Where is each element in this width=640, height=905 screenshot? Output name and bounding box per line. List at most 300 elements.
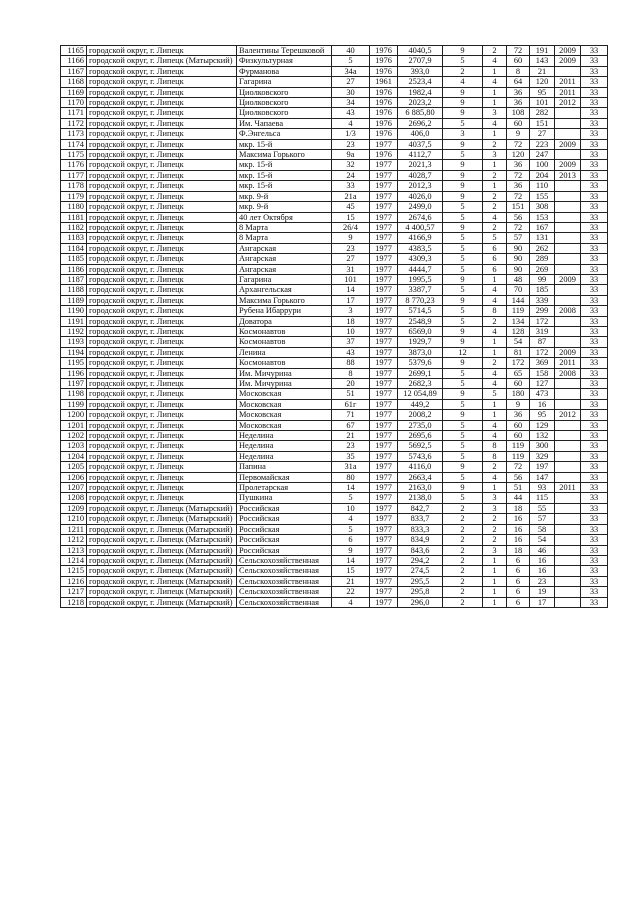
street-cell: Космонавтов — [237, 326, 332, 336]
municipality-cell: городской округ, г. Липецк — [87, 295, 237, 305]
code-cell: 33 — [581, 420, 608, 430]
table-row — [61, 139, 608, 149]
area-cell: 5714,5 — [398, 306, 443, 316]
repair-year-cell — [555, 420, 581, 430]
municipality-cell: городской округ, г. Липецк — [87, 399, 237, 409]
apartments-cell: 36 — [507, 181, 530, 191]
entrances-cell: 4 — [483, 431, 507, 441]
residents-cell: 473 — [530, 389, 555, 399]
house-number-cell: 37 — [332, 337, 370, 347]
residents-cell: 93 — [530, 483, 555, 493]
table-row — [61, 295, 608, 305]
residents-cell: 369 — [530, 358, 555, 368]
table-row — [61, 420, 608, 430]
house-number-cell: 31 — [332, 264, 370, 274]
code-cell: 33 — [581, 451, 608, 461]
area-cell: 4116,0 — [398, 462, 443, 472]
row-number: 1209 — [61, 503, 87, 513]
apartments-cell: 172 — [507, 358, 530, 368]
street-cell: Пролетарская — [237, 483, 332, 493]
entrances-cell: 4 — [483, 56, 507, 66]
entrances-cell: 2 — [483, 514, 507, 524]
table-row — [61, 264, 608, 274]
repair-year-cell: 2008 — [555, 306, 581, 316]
floors-cell: 9 — [443, 108, 483, 118]
code-cell: 33 — [581, 524, 608, 534]
entrances-cell: 6 — [483, 254, 507, 264]
floors-cell: 5 — [443, 212, 483, 222]
apartments-cell: 128 — [507, 326, 530, 336]
street-cell: Ангарская — [237, 264, 332, 274]
row-number: 1204 — [61, 451, 87, 461]
area-cell: 2023,2 — [398, 98, 443, 108]
apartments-cell: 8 — [507, 66, 530, 76]
table-row — [61, 87, 608, 97]
entrances-cell: 2 — [483, 191, 507, 201]
house-number-cell: 23 — [332, 441, 370, 451]
code-cell: 33 — [581, 160, 608, 170]
house-number-cell: 34 — [332, 98, 370, 108]
year-cell: 1977 — [370, 514, 398, 524]
row-number: 1170 — [61, 98, 87, 108]
year-cell: 1977 — [370, 254, 398, 264]
residents-cell: 110 — [530, 181, 555, 191]
municipality-cell: городской округ, г. Липецк — [87, 254, 237, 264]
residents-cell: 339 — [530, 295, 555, 305]
table-row — [61, 233, 608, 243]
row-number: 1212 — [61, 535, 87, 545]
house-number-cell: 9 — [332, 545, 370, 555]
apartments-cell: 65 — [507, 368, 530, 378]
floors-cell: 9 — [443, 295, 483, 305]
entrances-cell: 1 — [483, 66, 507, 76]
residents-cell: 95 — [530, 410, 555, 420]
code-cell: 33 — [581, 77, 608, 87]
repair-year-cell — [555, 555, 581, 565]
street-cell: Первомайская — [237, 472, 332, 482]
table-row — [61, 254, 608, 264]
floors-cell: 5 — [443, 118, 483, 128]
row-number: 1183 — [61, 233, 87, 243]
repair-year-cell — [555, 493, 581, 503]
table-row — [61, 368, 608, 378]
floors-cell: 5 — [443, 233, 483, 243]
area-cell: 2699,1 — [398, 368, 443, 378]
municipality-cell: городской округ, г. Липецк — [87, 233, 237, 243]
municipality-cell: городской округ, г. Липецк — [87, 420, 237, 430]
apartments-cell: 108 — [507, 108, 530, 118]
year-cell: 1976 — [370, 56, 398, 66]
floors-cell: 2 — [443, 535, 483, 545]
street-cell: Им. Мичурина — [237, 368, 332, 378]
street-cell: мкр. 15-й — [237, 160, 332, 170]
area-cell: 5692,5 — [398, 441, 443, 451]
residents-cell: 115 — [530, 493, 555, 503]
year-cell: 1977 — [370, 451, 398, 461]
entrances-cell: 1 — [483, 274, 507, 284]
street-cell: мкр. 9-й — [237, 202, 332, 212]
street-cell: Архангельская — [237, 285, 332, 295]
floors-cell: 5 — [443, 150, 483, 160]
code-cell: 33 — [581, 150, 608, 160]
repair-year-cell — [555, 379, 581, 389]
year-cell: 1977 — [370, 222, 398, 232]
table-row — [61, 56, 608, 66]
code-cell: 33 — [581, 264, 608, 274]
table-row — [61, 379, 608, 389]
apartments-cell: 60 — [507, 379, 530, 389]
repair-year-cell: 2012 — [555, 410, 581, 420]
repair-year-cell — [555, 129, 581, 139]
row-number: 1195 — [61, 358, 87, 368]
entrances-cell: 1 — [483, 87, 507, 97]
house-number-cell: 45 — [332, 202, 370, 212]
residents-cell: 204 — [530, 170, 555, 180]
entrances-cell: 2 — [483, 170, 507, 180]
row-number: 1174 — [61, 139, 87, 149]
municipality-cell: городской округ, г. Липецк (Матырский) — [87, 576, 237, 586]
entrances-cell: 1 — [483, 129, 507, 139]
code-cell: 33 — [581, 222, 608, 232]
residents-cell: 16 — [530, 555, 555, 565]
row-number: 1196 — [61, 368, 87, 378]
street-cell: Максима Горького — [237, 295, 332, 305]
repair-year-cell — [555, 181, 581, 191]
area-cell: 2696,2 — [398, 118, 443, 128]
residents-cell: 54 — [530, 535, 555, 545]
apartments-cell: 16 — [507, 535, 530, 545]
house-number-cell: 23 — [332, 243, 370, 253]
municipality-cell: городской округ, г. Липецк — [87, 129, 237, 139]
repair-year-cell: 2008 — [555, 368, 581, 378]
repair-year-cell — [555, 524, 581, 534]
entrances-cell: 4 — [483, 379, 507, 389]
municipality-cell: городской округ, г. Липецк — [87, 191, 237, 201]
house-number-cell: 32 — [332, 160, 370, 170]
area-cell: 4040,5 — [398, 46, 443, 56]
apartments-cell: 180 — [507, 389, 530, 399]
table-row — [61, 98, 608, 108]
residents-cell: 58 — [530, 524, 555, 534]
area-cell: 2012,3 — [398, 181, 443, 191]
apartments-cell: 18 — [507, 503, 530, 513]
code-cell: 33 — [581, 399, 608, 409]
year-cell: 1977 — [370, 410, 398, 420]
floors-cell: 2 — [443, 587, 483, 597]
year-cell: 1977 — [370, 420, 398, 430]
house-number-cell: 24 — [332, 170, 370, 180]
municipality-cell: городской округ, г. Липецк — [87, 379, 237, 389]
code-cell: 33 — [581, 129, 608, 139]
street-cell: Им. Чапаева — [237, 118, 332, 128]
house-number-cell: 10 — [332, 326, 370, 336]
municipality-cell: городской округ, г. Липецк (Матырский) — [87, 566, 237, 576]
area-cell: 12 054,89 — [398, 389, 443, 399]
code-cell: 33 — [581, 514, 608, 524]
municipality-cell: городской округ, г. Липецк — [87, 212, 237, 222]
entrances-cell: 4 — [483, 368, 507, 378]
floors-cell: 2 — [443, 66, 483, 76]
table-row — [61, 441, 608, 451]
area-cell: 2682,3 — [398, 379, 443, 389]
street-cell: Им. Мичурина — [237, 379, 332, 389]
table-row — [61, 222, 608, 232]
row-number: 1172 — [61, 118, 87, 128]
house-number-cell: 27 — [332, 77, 370, 87]
municipality-cell: городской округ, г. Липецк — [87, 66, 237, 76]
apartments-cell: 119 — [507, 441, 530, 451]
code-cell: 33 — [581, 358, 608, 368]
row-number: 1185 — [61, 254, 87, 264]
house-number-cell: 27 — [332, 254, 370, 264]
table-row — [61, 66, 608, 76]
street-cell: Циолковского — [237, 108, 332, 118]
floors-cell: 9 — [443, 326, 483, 336]
floors-cell: 5 — [443, 441, 483, 451]
street-cell: Московская — [237, 389, 332, 399]
municipality-cell: городской округ, г. Липецк — [87, 441, 237, 451]
apartments-cell: 36 — [507, 160, 530, 170]
table-row — [61, 399, 608, 409]
area-cell: 4037,5 — [398, 139, 443, 149]
year-cell: 1977 — [370, 316, 398, 326]
area-cell: 834,9 — [398, 535, 443, 545]
table-row — [61, 347, 608, 357]
house-number-cell: 10 — [332, 503, 370, 513]
residents-cell: 191 — [530, 46, 555, 56]
area-cell: 2163,0 — [398, 483, 443, 493]
code-cell: 33 — [581, 545, 608, 555]
table-row — [61, 212, 608, 222]
repair-year-cell — [555, 150, 581, 160]
house-number-cell: 5 — [332, 524, 370, 534]
street-cell: Российская — [237, 503, 332, 513]
row-number: 1187 — [61, 274, 87, 284]
repair-year-cell — [555, 576, 581, 586]
row-number: 1182 — [61, 222, 87, 232]
residents-cell: 147 — [530, 472, 555, 482]
municipality-cell: городской округ, г. Липецк (Матырский) — [87, 56, 237, 66]
table-row — [61, 524, 608, 534]
house-number-cell: 5 — [332, 493, 370, 503]
street-cell: Российская — [237, 524, 332, 534]
year-cell: 1977 — [370, 431, 398, 441]
street-cell: Российская — [237, 514, 332, 524]
floors-cell: 2 — [443, 576, 483, 586]
house-number-cell: 101 — [332, 274, 370, 284]
apartments-cell: 48 — [507, 274, 530, 284]
row-number: 1176 — [61, 160, 87, 170]
house-number-cell: 71 — [332, 410, 370, 420]
street-cell: мкр. 15-й — [237, 139, 332, 149]
year-cell: 1977 — [370, 326, 398, 336]
street-cell: Российская — [237, 535, 332, 545]
year-cell: 1977 — [370, 555, 398, 565]
street-cell: Сельскохозяйственная — [237, 587, 332, 597]
floors-cell: 9 — [443, 462, 483, 472]
floors-cell: 5 — [443, 56, 483, 66]
code-cell: 33 — [581, 243, 608, 253]
entrances-cell: 1 — [483, 98, 507, 108]
repair-year-cell: 2012 — [555, 98, 581, 108]
house-number-cell: 20 — [332, 379, 370, 389]
table-row — [61, 431, 608, 441]
floors-cell: 5 — [443, 399, 483, 409]
table-row — [61, 306, 608, 316]
repair-year-cell — [555, 472, 581, 482]
residents-cell: 300 — [530, 441, 555, 451]
row-number: 1207 — [61, 483, 87, 493]
apartments-cell: 90 — [507, 264, 530, 274]
street-cell: Гагарина — [237, 77, 332, 87]
code-cell: 33 — [581, 483, 608, 493]
row-number: 1201 — [61, 420, 87, 430]
apartments-cell: 72 — [507, 222, 530, 232]
municipality-cell: городской округ, г. Липецк — [87, 410, 237, 420]
code-cell: 33 — [581, 87, 608, 97]
code-cell: 33 — [581, 170, 608, 180]
year-cell: 1977 — [370, 535, 398, 545]
year-cell: 1977 — [370, 379, 398, 389]
repair-year-cell — [555, 212, 581, 222]
repair-year-cell: 2009 — [555, 274, 581, 284]
area-cell: 1982,4 — [398, 87, 443, 97]
residents-cell: 100 — [530, 160, 555, 170]
municipality-cell: городской округ, г. Липецк — [87, 493, 237, 503]
municipality-cell: городской округ, г. Липецк — [87, 472, 237, 482]
area-cell: 2674,6 — [398, 212, 443, 222]
code-cell: 33 — [581, 202, 608, 212]
table-body — [61, 46, 608, 608]
area-cell: 842,7 — [398, 503, 443, 513]
row-number: 1166 — [61, 56, 87, 66]
apartments-cell: 151 — [507, 202, 530, 212]
house-number-cell: 51 — [332, 389, 370, 399]
year-cell: 1961 — [370, 77, 398, 87]
table-row — [61, 285, 608, 295]
repair-year-cell: 2011 — [555, 87, 581, 97]
repair-year-cell — [555, 545, 581, 555]
repair-year-cell — [555, 441, 581, 451]
floors-cell: 9 — [443, 483, 483, 493]
year-cell: 1977 — [370, 139, 398, 149]
residents-cell: 289 — [530, 254, 555, 264]
floors-cell: 5 — [443, 472, 483, 482]
house-number-cell: 8 — [332, 368, 370, 378]
street-cell: мкр. 15-й — [237, 170, 332, 180]
code-cell: 33 — [581, 139, 608, 149]
apartments-cell: 134 — [507, 316, 530, 326]
municipality-cell: городской округ, г. Липецк — [87, 337, 237, 347]
area-cell: 4112,7 — [398, 150, 443, 160]
repair-year-cell: 2011 — [555, 358, 581, 368]
row-number: 1168 — [61, 77, 87, 87]
repair-year-cell — [555, 316, 581, 326]
code-cell: 33 — [581, 555, 608, 565]
floors-cell: 9 — [443, 410, 483, 420]
house-number-cell: 6 — [332, 535, 370, 545]
code-cell: 33 — [581, 316, 608, 326]
municipality-cell: городской округ, г. Липецк — [87, 222, 237, 232]
street-cell: Ф.Энгельса — [237, 129, 332, 139]
apartments-cell: 70 — [507, 285, 530, 295]
residents-cell: 131 — [530, 233, 555, 243]
entrances-cell: 3 — [483, 150, 507, 160]
code-cell: 33 — [581, 410, 608, 420]
table-row — [61, 493, 608, 503]
municipality-cell: городской округ, г. Липецк — [87, 98, 237, 108]
entrances-cell: 4 — [483, 212, 507, 222]
year-cell: 1977 — [370, 306, 398, 316]
year-cell: 1977 — [370, 202, 398, 212]
document-page — [60, 45, 607, 608]
residents-cell: 19 — [530, 587, 555, 597]
area-cell: 2138,0 — [398, 493, 443, 503]
row-number: 1169 — [61, 87, 87, 97]
repair-year-cell — [555, 264, 581, 274]
street-cell: мкр. 9-й — [237, 191, 332, 201]
municipality-cell: городской округ, г. Липецк — [87, 243, 237, 253]
table-row — [61, 118, 608, 128]
house-number-cell: 4 — [332, 118, 370, 128]
code-cell: 33 — [581, 295, 608, 305]
repair-year-cell — [555, 326, 581, 336]
street-cell: Доватора — [237, 316, 332, 326]
floors-cell: 5 — [443, 420, 483, 430]
house-number-cell: 34а — [332, 66, 370, 76]
street-cell: Московская — [237, 410, 332, 420]
code-cell: 33 — [581, 587, 608, 597]
table-row — [61, 462, 608, 472]
repair-year-cell: 2011 — [555, 483, 581, 493]
entrances-cell: 3 — [483, 493, 507, 503]
apartments-cell: 16 — [507, 514, 530, 524]
entrances-cell: 2 — [483, 46, 507, 56]
year-cell: 1976 — [370, 150, 398, 160]
repair-year-cell: 2009 — [555, 160, 581, 170]
repair-year-cell: 2009 — [555, 56, 581, 66]
house-number-cell: 14 — [332, 555, 370, 565]
area-cell: 2663,4 — [398, 472, 443, 482]
area-cell: 2735,0 — [398, 420, 443, 430]
entrances-cell: 3 — [483, 503, 507, 513]
residents-cell: 143 — [530, 56, 555, 66]
floors-cell: 5 — [443, 285, 483, 295]
floors-cell: 9 — [443, 389, 483, 399]
floors-cell: 4 — [443, 77, 483, 87]
year-cell: 1977 — [370, 524, 398, 534]
street-cell: Неделина — [237, 451, 332, 461]
code-cell: 33 — [581, 347, 608, 357]
row-number: 1191 — [61, 316, 87, 326]
year-cell: 1977 — [370, 181, 398, 191]
municipality-cell: городской округ, г. Липецк — [87, 160, 237, 170]
table-row — [61, 191, 608, 201]
area-cell: 4309,3 — [398, 254, 443, 264]
repair-year-cell — [555, 597, 581, 607]
house-number-cell: 67 — [332, 420, 370, 430]
area-cell: 5379,6 — [398, 358, 443, 368]
house-number-cell: 5 — [332, 56, 370, 66]
floors-cell: 2 — [443, 524, 483, 534]
apartments-cell: 6 — [507, 576, 530, 586]
repair-year-cell: 2013 — [555, 170, 581, 180]
house-number-cell: 23 — [332, 139, 370, 149]
house-number-cell: 35 — [332, 451, 370, 461]
municipality-cell: городской округ, г. Липецк (Матырский) — [87, 587, 237, 597]
year-cell: 1976 — [370, 129, 398, 139]
municipality-cell: городской округ, г. Липецк — [87, 77, 237, 87]
